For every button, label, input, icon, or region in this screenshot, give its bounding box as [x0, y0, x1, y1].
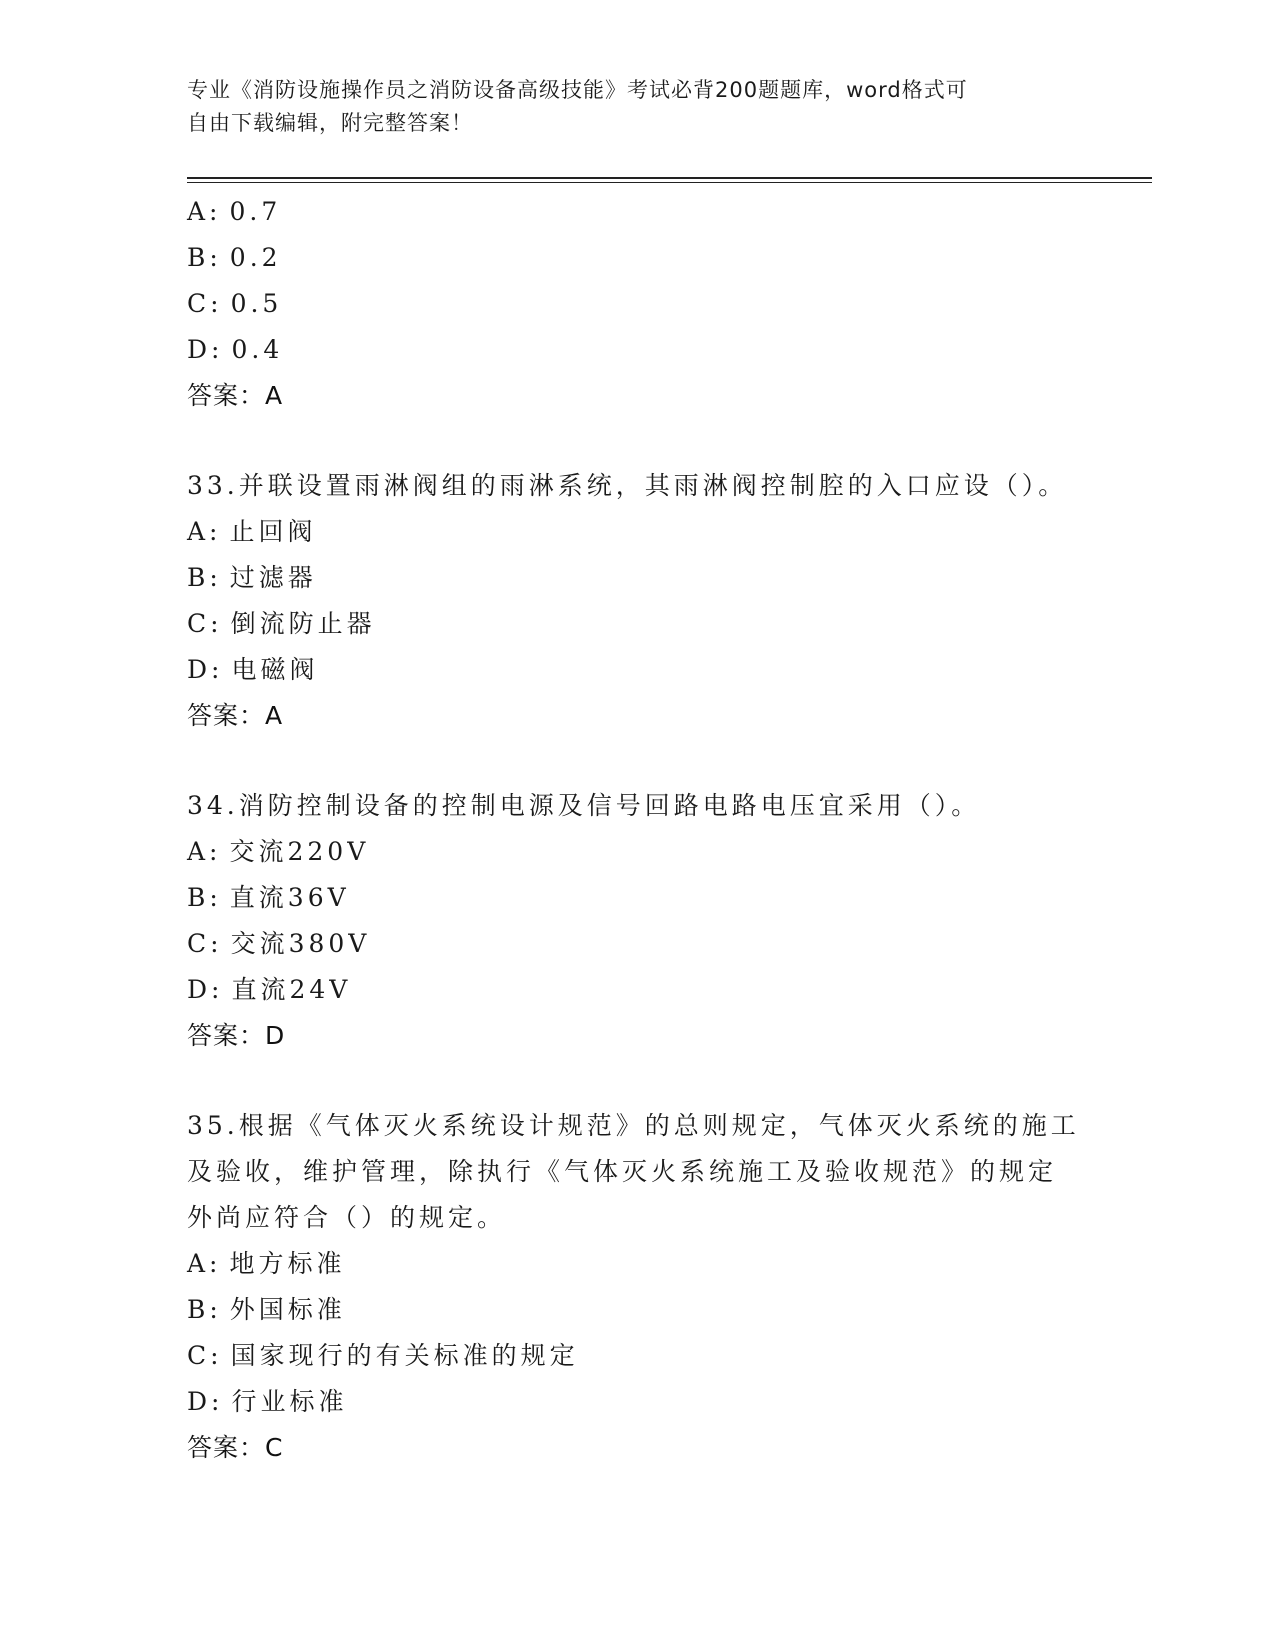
- question-list: [187, 189, 1087, 1471]
- option-a: A: 地方标准: [187, 1249, 346, 1278]
- option-c: C: 国家现行的有关标准的规定: [187, 1341, 579, 1370]
- header-rule-thin: [187, 182, 1152, 183]
- spacer: [187, 1059, 1087, 1103]
- question-text: 33.并联设置雨淋阀组的雨淋系统，其雨淋阀控制腔的入口应设（）。: [187, 471, 1068, 500]
- question-text-line-3: 外尚应符合（）的规定。: [187, 1203, 507, 1232]
- option-b: B: 直流36V: [187, 883, 350, 912]
- question-text-line-1: 35.根据《气体灭火系统设计规范》的总则规定，气体灭火系统的施工: [187, 1111, 1080, 1140]
- question-text-line-2: 及验收，维护管理，除执行《气体灭火系统施工及验收规范》的规定: [187, 1157, 1058, 1186]
- question-34: [187, 783, 1087, 1059]
- question-33: [187, 463, 1087, 739]
- option-c: C: 0.5: [187, 289, 283, 318]
- option-a: A: 交流220V: [187, 837, 370, 866]
- answer-line: 答案：C: [187, 1433, 284, 1462]
- option-c: C: 交流380V: [187, 929, 371, 958]
- document-header: [187, 74, 1077, 140]
- answer-line: 答案：A: [187, 381, 284, 410]
- question-35: [187, 1103, 1087, 1471]
- option-d: D: 行业标准: [187, 1387, 348, 1416]
- option-b: B: 外国标准: [187, 1295, 346, 1324]
- option-a: A: 止回阀: [187, 517, 317, 546]
- header-line-1: 专业《消防设施操作员之消防设备高级技能》考试必背200题题库，word格式可: [187, 78, 968, 102]
- header-line-2: 自由下载编辑，附完整答案！: [187, 111, 473, 135]
- spacer: [187, 739, 1087, 783]
- spacer: [187, 419, 1087, 463]
- option-d: D: 电磁阀: [187, 655, 319, 684]
- header-rule-thick: [187, 177, 1152, 179]
- answer-line: 答案：D: [187, 1021, 286, 1050]
- option-c: C: 倒流防止器: [187, 609, 376, 638]
- option-b: B: 0.2: [187, 243, 282, 272]
- question-text: 34.消防控制设备的控制电源及信号回路电路电压宜采用（）。: [187, 791, 981, 820]
- option-a: A: 0.7: [187, 197, 282, 226]
- option-b: B: 过滤器: [187, 563, 317, 592]
- answer-line: 答案：A: [187, 701, 284, 730]
- question-32-continued: [187, 189, 1087, 419]
- option-d: D: 0.4: [187, 335, 284, 364]
- option-d: D: 直流24V: [187, 975, 352, 1004]
